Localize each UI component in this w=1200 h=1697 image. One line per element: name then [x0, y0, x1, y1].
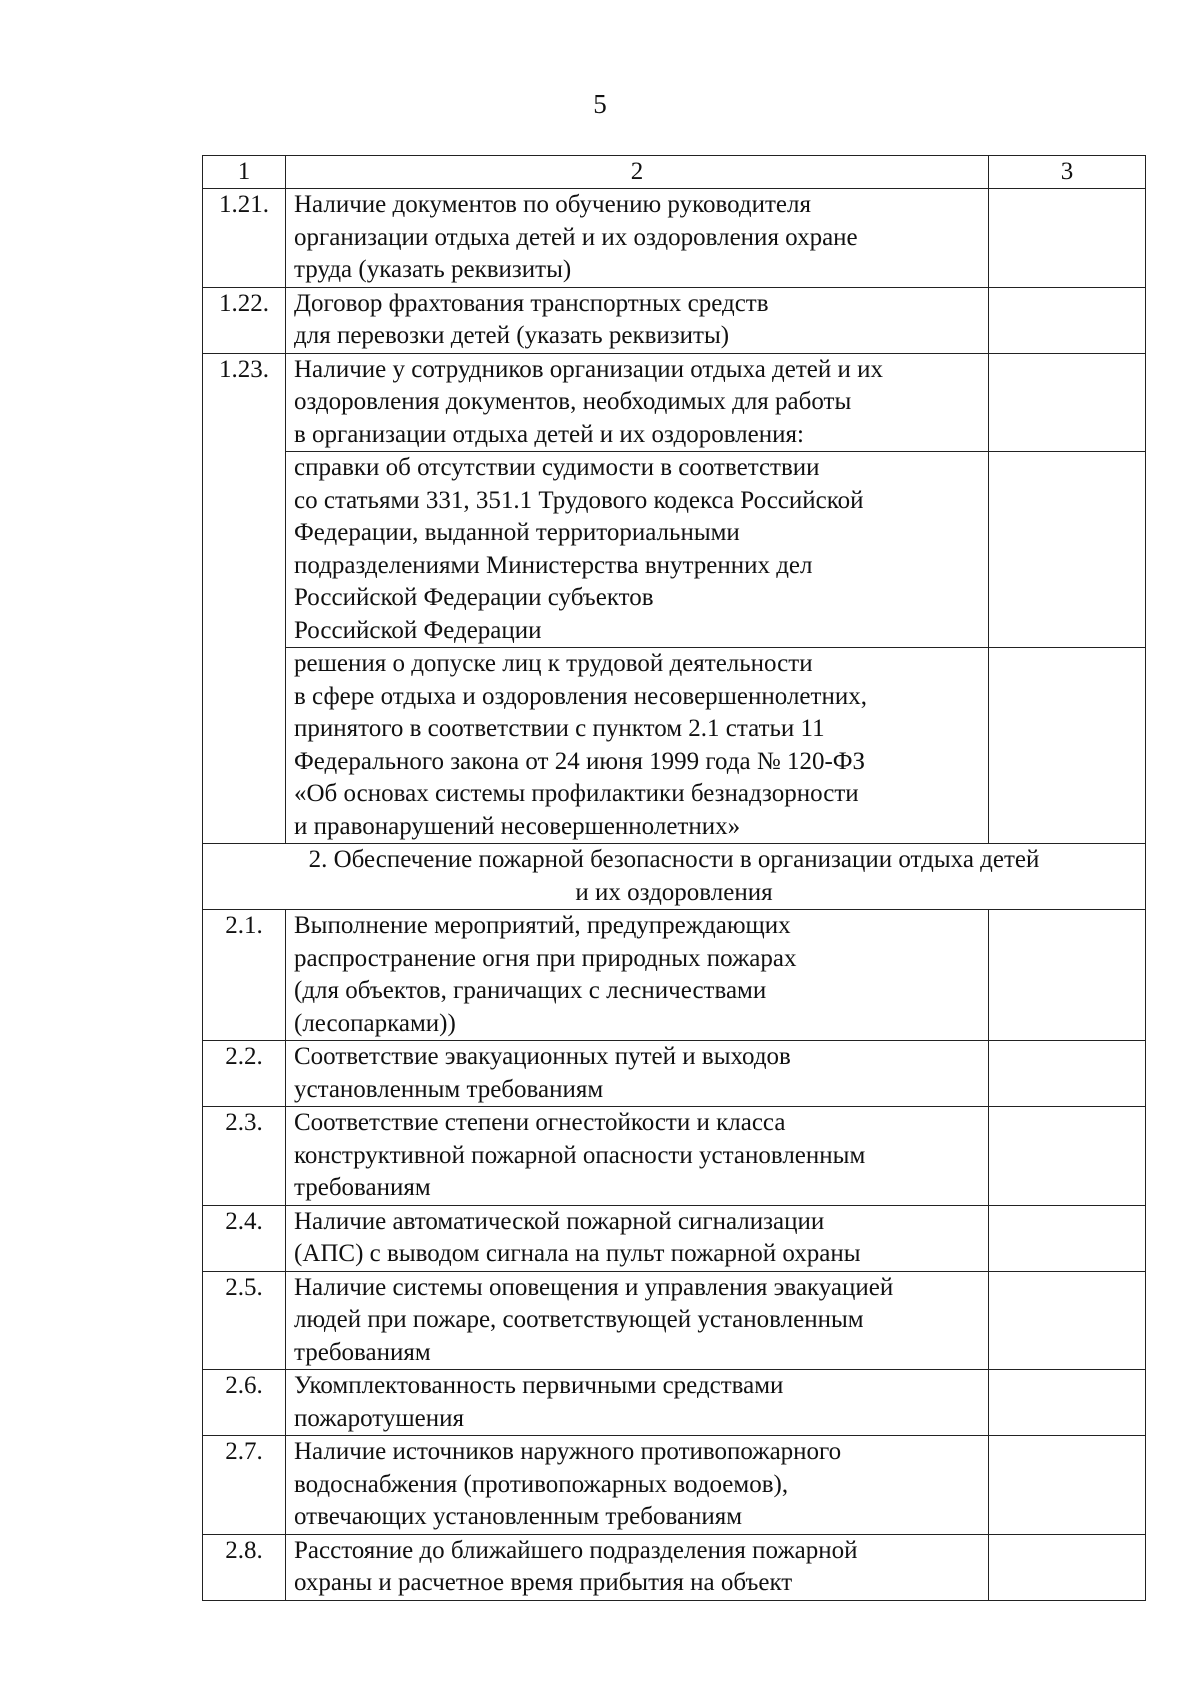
header-cell-2: 2: [286, 156, 989, 189]
header-cell-3: 3: [989, 156, 1146, 189]
row-number: 1.21.: [203, 189, 286, 288]
table-header-row: [203, 156, 1146, 189]
row-description: Наличие у сотрудников организации отдыха детей и их оздоровления документов, необходимых для работы в организации отдыха детей и их оздоровления:: [286, 353, 989, 452]
row-number: 2.7.: [203, 1436, 286, 1535]
row-value-cell: [989, 353, 1146, 452]
row-number: 2.2.: [203, 1041, 286, 1107]
row-value-cell: [989, 287, 1146, 353]
table-row: [203, 287, 1146, 353]
row-value-cell: [989, 1041, 1146, 1107]
row-number: 1.23.: [203, 353, 286, 844]
row-number: 2.3.: [203, 1107, 286, 1206]
row-number: 1.22.: [203, 287, 286, 353]
subrow-description: справки об отсутствии судимости в соответствии со статьями 331, 351.1 Трудового кодекса Российской Федерации, выданной территориальными подразделениями Министерства внутренних дел Российской Федерации субъектов Российской Федерации: [286, 452, 989, 648]
table-row: [203, 1041, 1146, 1107]
table-row: [203, 1205, 1146, 1271]
row-value-cell: [989, 189, 1146, 288]
table-row: [203, 1107, 1146, 1206]
row-value-cell: [989, 1271, 1146, 1370]
table-subrow: [203, 648, 1146, 844]
row-description: Выполнение мероприятий, предупреждающих распространение огня при природных пожарах (для объектов, граничащих с лесничествами (лесопарками)): [286, 910, 989, 1041]
row-description: Наличие системы оповещения и управления эвакуацией людей при пожаре, соответствующей установленным требованиям: [286, 1271, 989, 1370]
table-row: [203, 1534, 1146, 1600]
section-heading: 2. Обеспечение пожарной безопасности в организации отдыха детей и их оздоровления: [203, 844, 1146, 910]
row-number: 2.1.: [203, 910, 286, 1041]
subrow-description: решения о допуске лиц к трудовой деятельности в сфере отдыха и оздоровления несовершеннолетних, принятого в соответствии с пунктом 2.1 статьи 11 Федерального закона от 24 июня 1999 года № 120-ФЗ «Об основах системы профилактики безнадзорности и правонарушений несовершеннолетних»: [286, 648, 989, 844]
row-description: Соответствие степени огнестойкости и класса конструктивной пожарной опасности установленным требованиям: [286, 1107, 989, 1206]
table-row: [203, 1436, 1146, 1535]
row-number: 2.5.: [203, 1271, 286, 1370]
row-description: Наличие автоматической пожарной сигнализации (АПС) с выводом сигнала на пульт пожарной охраны: [286, 1205, 989, 1271]
row-value-cell: [989, 1205, 1146, 1271]
row-number: 2.8.: [203, 1534, 286, 1600]
table-row: [203, 1370, 1146, 1436]
row-description: Расстояние до ближайшего подразделения пожарной охраны и расчетное время прибытия на объект: [286, 1534, 989, 1600]
section-heading-row: [203, 844, 1146, 910]
row-number: 2.4.: [203, 1205, 286, 1271]
table-row: [203, 1271, 1146, 1370]
table-subrow: [203, 452, 1146, 648]
row-value-cell: [989, 910, 1146, 1041]
row-value-cell: [989, 1107, 1146, 1206]
row-value-cell: [989, 452, 1146, 648]
row-value-cell: [989, 1534, 1146, 1600]
checklist-table: [202, 155, 1146, 1601]
table-row: [203, 189, 1146, 288]
header-cell-1: 1: [203, 156, 286, 189]
row-value-cell: [989, 1436, 1146, 1535]
table-row: [203, 910, 1146, 1041]
row-description: Наличие документов по обучению руководителя организации отдыха детей и их оздоровления охране труда (указать реквизиты): [286, 189, 989, 288]
page-number: 5: [593, 89, 607, 119]
row-value-cell: [989, 648, 1146, 844]
row-description: Договор фрахтования транспортных средств для перевозки детей (указать реквизиты): [286, 287, 989, 353]
row-description: Наличие источников наружного противопожарного водоснабжения (противопожарных водоемов), отвечающих установленным требованиям: [286, 1436, 989, 1535]
row-number: 2.6.: [203, 1370, 286, 1436]
row-description: Соответствие эвакуационных путей и выходов установленным требованиям: [286, 1041, 989, 1107]
row-value-cell: [989, 1370, 1146, 1436]
table-row: [203, 353, 1146, 452]
row-description: Укомплектованность первичными средствами пожаротушения: [286, 1370, 989, 1436]
